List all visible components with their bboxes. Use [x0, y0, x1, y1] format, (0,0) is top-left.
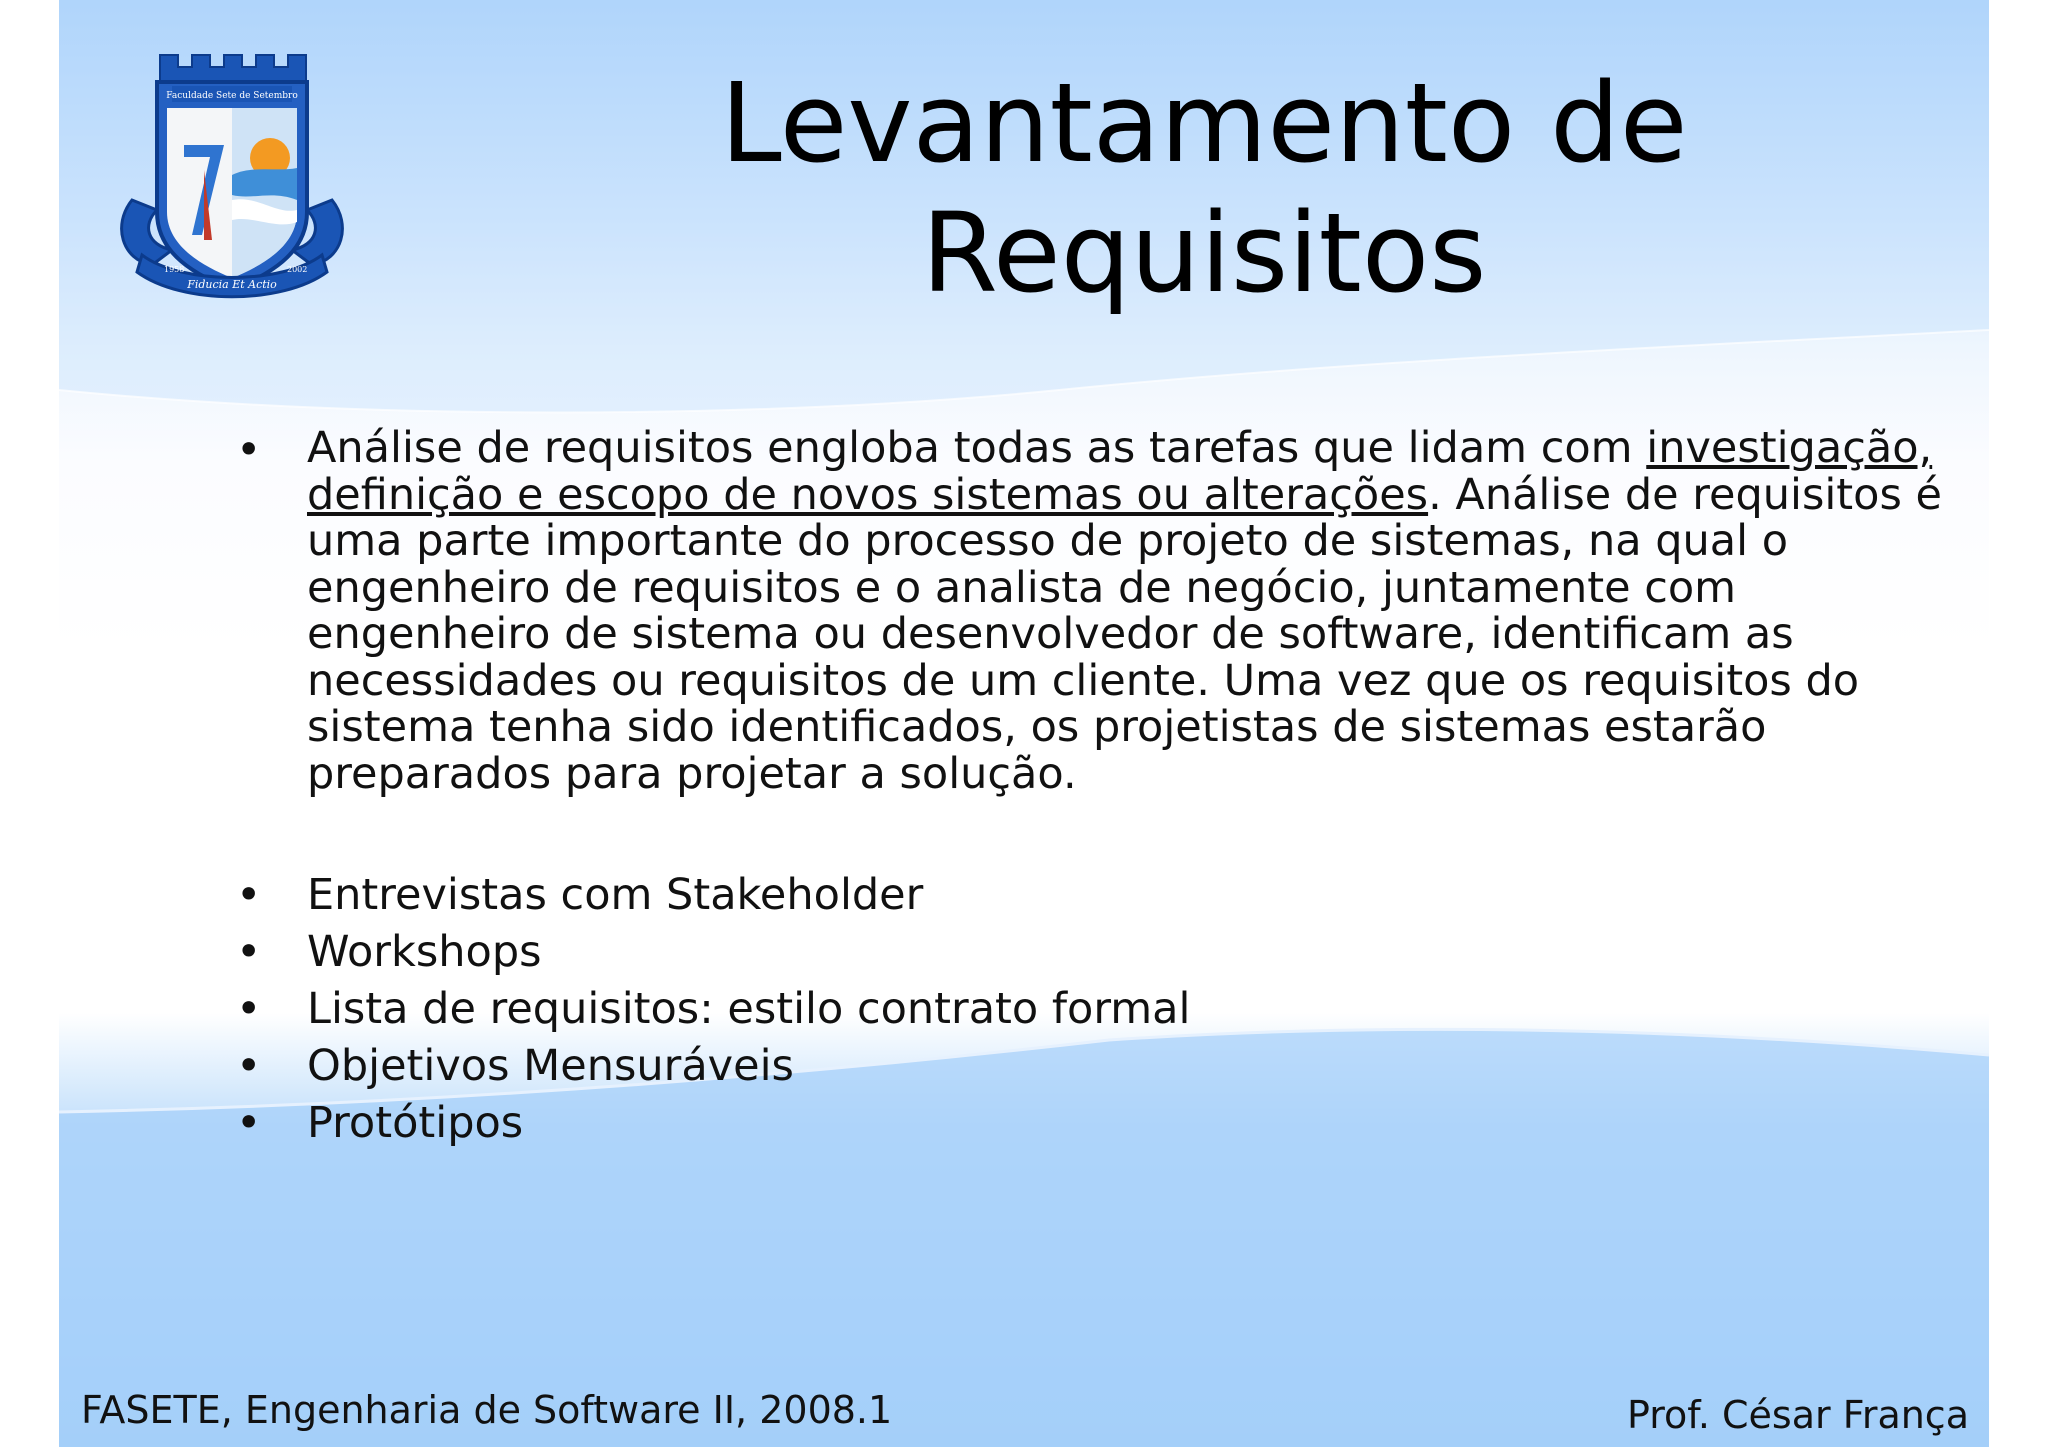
list-item-label: Objetivos Mensuráveis	[307, 1041, 794, 1091]
slide-body	[174, 425, 1964, 1152]
institution-crest-icon	[112, 50, 352, 320]
slide-title	[559, 58, 1849, 318]
paragraph-text: Análise de requisitos engloba todas as tarefas que lidam com investigação, definição e escopo de novos sistemas ou alterações. Análise de requisitos é uma parte importante do processo de projeto de sistemas, na qual o engenheiro de requisitos e o analista de negócio, juntamente com engenheiro de sistema ou desenvolvedor de software, identificam as necessidades ou requisitos de um cliente. Uma vez que os requisitos do sistema tenha sido identificados, os projetistas de sistemas estarão preparados para projetar a solução.	[307, 423, 1942, 799]
bullet-icon: •	[236, 1041, 262, 1091]
list-item-paragraph	[174, 425, 1964, 797]
title-line-1: Levantamento de	[720, 59, 1688, 187]
bullet-icon: •	[236, 927, 262, 977]
bullet-icon: •	[236, 984, 262, 1034]
bullet-list	[174, 867, 1964, 1152]
svg-text:Faculdade Sete de Setembro: Faculdade Sete de Setembro	[166, 91, 298, 101]
list-item-label: Lista de requisitos: estilo contrato formal	[307, 984, 1191, 1034]
underlined-phrase: investigação, definição e escopo de novos sistemas ou alterações	[307, 423, 1933, 520]
list-item	[174, 867, 1964, 924]
footer-course: FASETE, Engenharia de Software II, 2008.1	[81, 1388, 893, 1432]
bullet-icon: •	[236, 1098, 262, 1148]
svg-text:1958: 1958	[164, 265, 185, 274]
bullet-icon: •	[236, 870, 262, 920]
list-item-label: Entrevistas com Stakeholder	[307, 870, 924, 920]
list-item	[174, 1038, 1964, 1095]
bullet-icon: •	[236, 425, 262, 475]
footer-professor: Prof. César França	[1626, 1393, 1969, 1437]
list-item	[174, 1095, 1964, 1152]
list-item-label: Workshops	[307, 927, 542, 977]
svg-text:2002: 2002	[287, 265, 308, 274]
title-line-2: Requisitos	[921, 189, 1487, 317]
list-item	[174, 981, 1964, 1038]
slide	[59, 0, 1989, 1447]
list-item	[174, 924, 1964, 981]
list-item-label: Protótipos	[307, 1098, 524, 1148]
svg-text:Fiducia Et Actio: Fiducia Et Actio	[187, 278, 277, 291]
